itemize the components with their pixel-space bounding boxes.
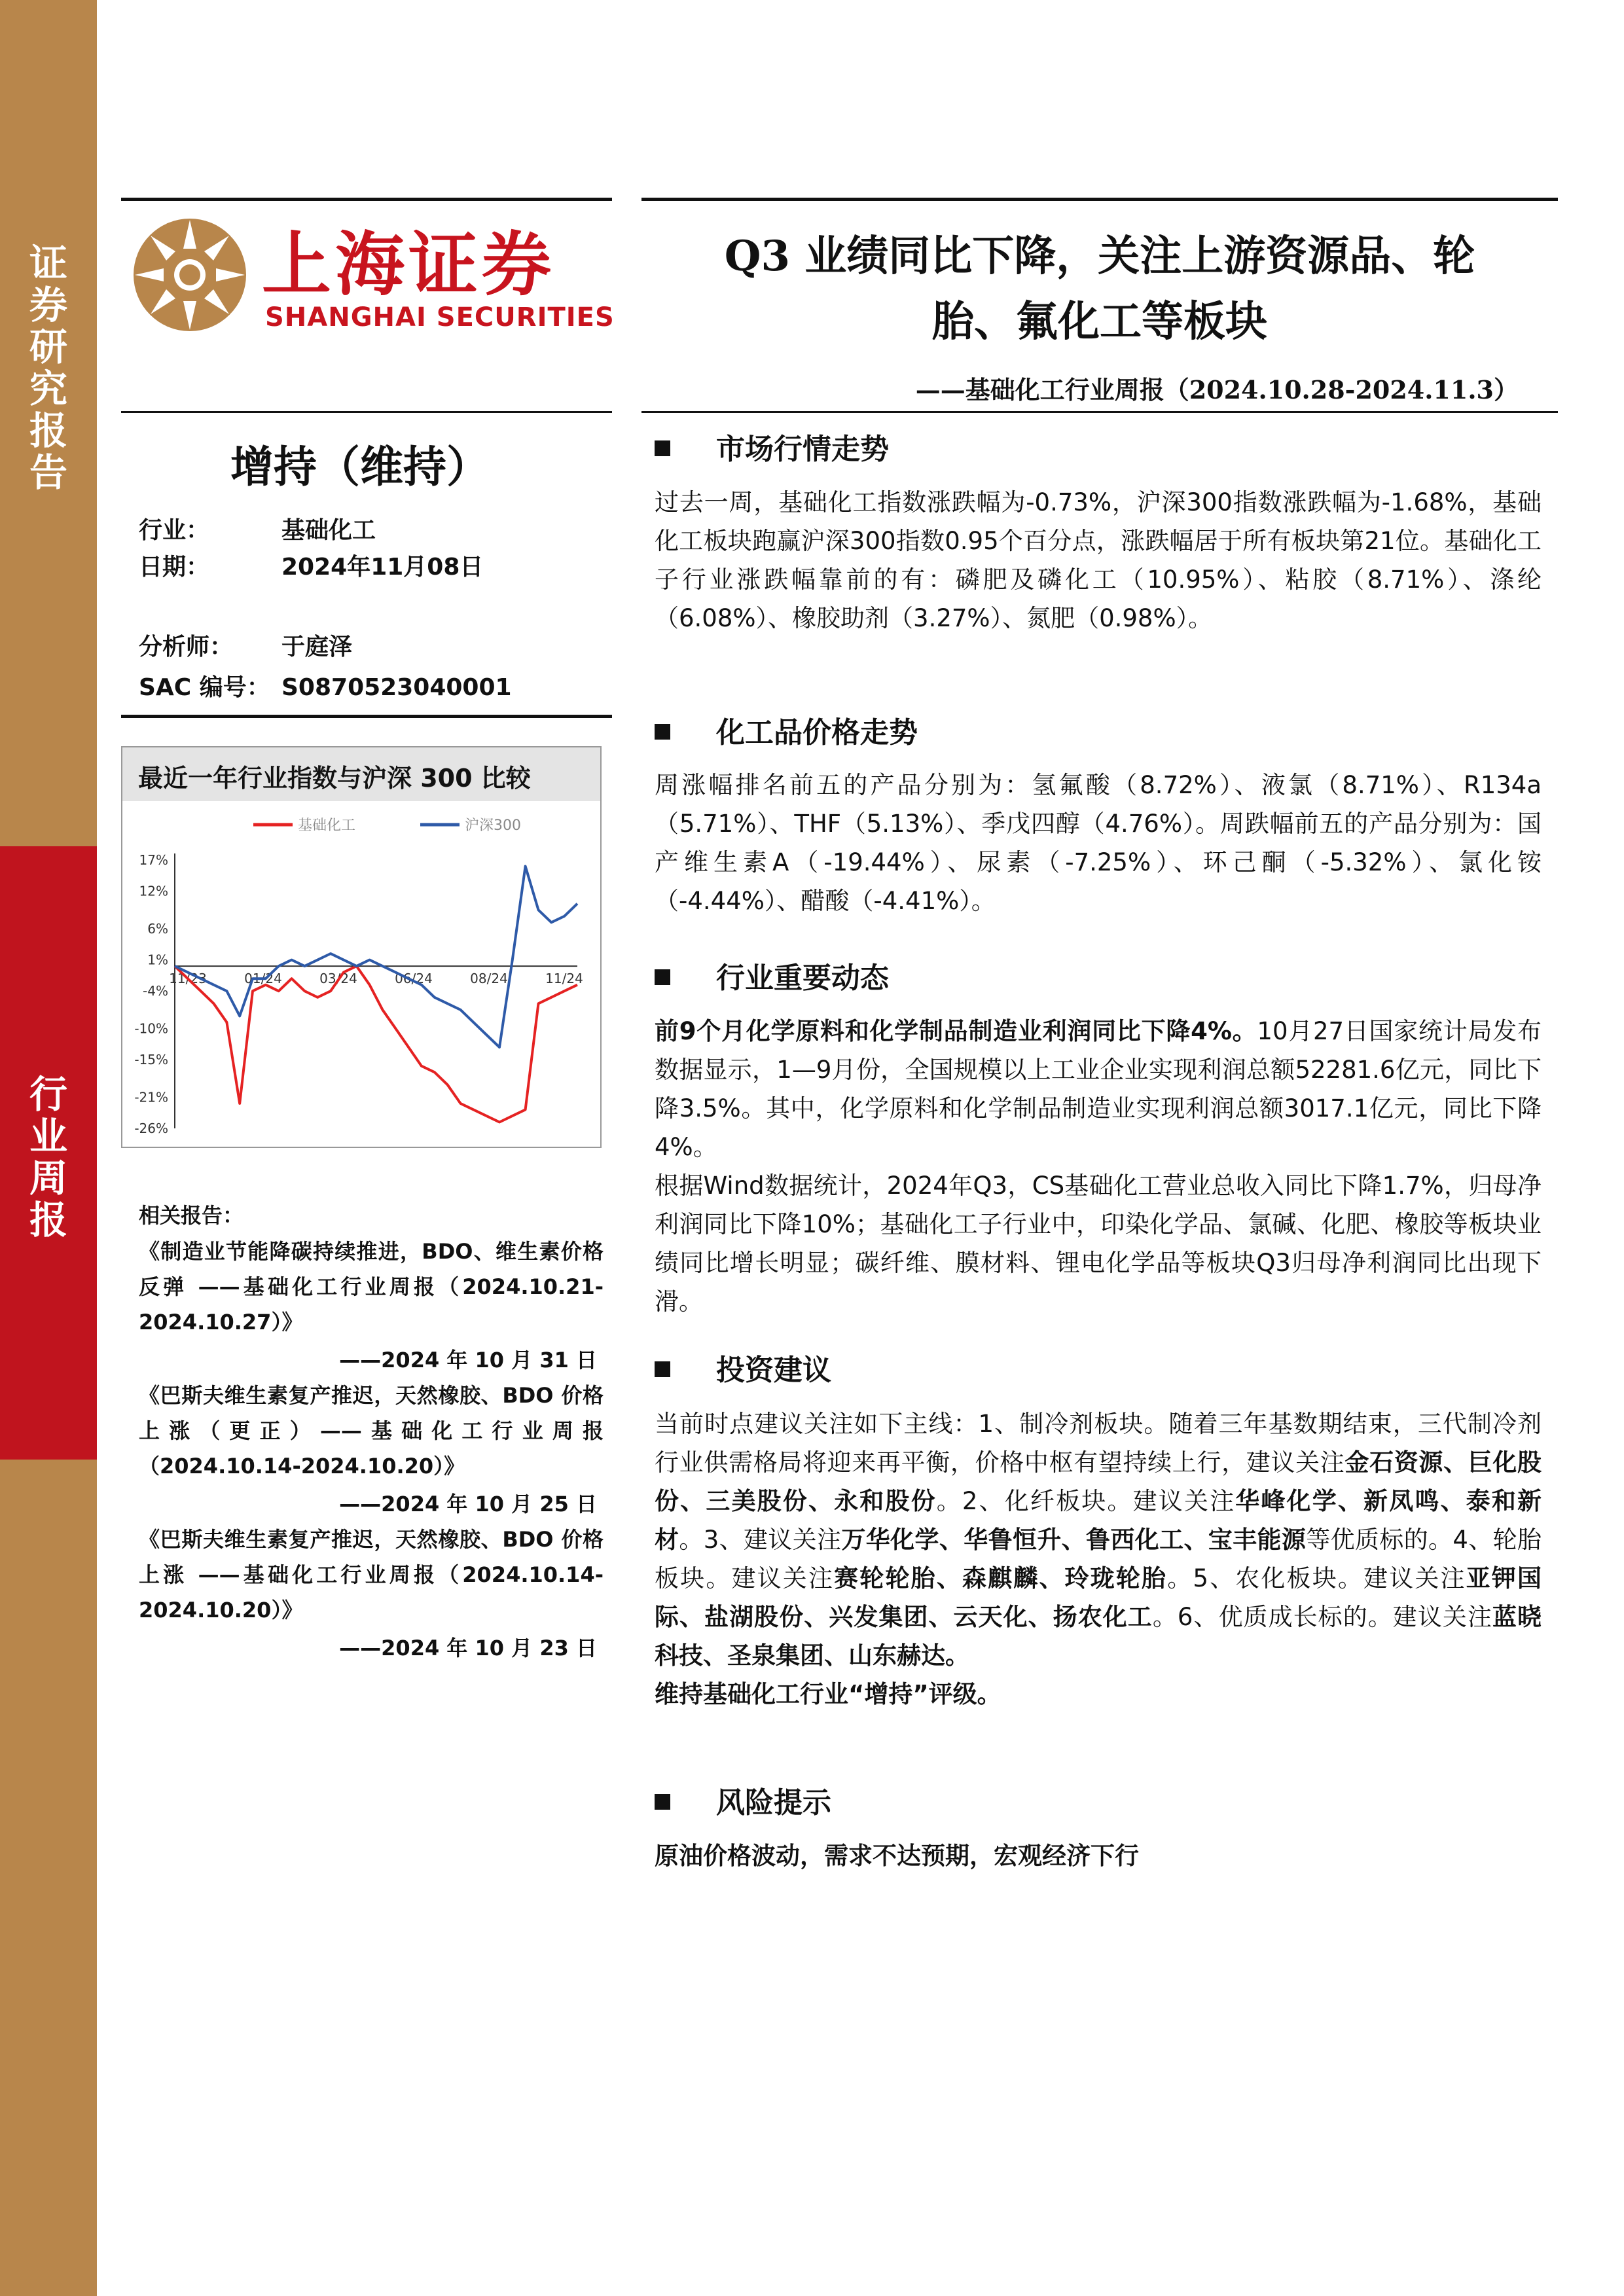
news-p1-bold: 前9个月化学原料和化学制品制造业利润同比下降4%。 (655, 1017, 1257, 1045)
news-p1-text: 10月27日国家统计局发布数据显示，1—9月份，全国规模以上工业企业实现利润总额52281.6亿元，同比下降3.5%。其中，化学原料和化学制品制造业实现利润总额3017.1亿元，同比下降4%。 (655, 1017, 1542, 1161)
related-item-date: ——2024 年 10 月 23 日 (339, 1636, 597, 1660)
invest-b1: 金石资源、巨化股份、三美股份、永和股份 (655, 1448, 1542, 1515)
meta-industry-value: 基础化工 (281, 517, 376, 544)
y-tick-label: -4% (143, 983, 168, 999)
related-item-date: ——2024 年 10 月 31 日 (339, 1348, 597, 1372)
y-tick-label: -21% (134, 1089, 168, 1105)
related-item[interactable]: 《巴斯夫维生素复产推迟，天然橡胶、BDO 价格上涨 ——基础化工行业周报（2024.10.14-2024.10.20）》 (139, 1527, 604, 1623)
meta-sac (139, 669, 512, 702)
x-tick-label: 11/24 (545, 971, 583, 987)
title-line-2: 胎、氟化工等板块 (932, 297, 1267, 346)
meta-date-value: 2024年11月08日 (281, 554, 484, 581)
rating: 增持（维持） (230, 441, 490, 492)
invest-t1: 当前时点建议关注如下主线：1、制冷剂板块。随着三年基数期结束，三代制冷剂行业供需格局将迎来再平衡，价格中枢有望持续上行，建议关注 (655, 1410, 1542, 1477)
sidebar-label-report: 证 券 研 究 报 告 (29, 241, 67, 495)
series-line-1 (175, 966, 577, 1122)
bullet-square-icon (655, 440, 670, 456)
header-rule-right (641, 198, 1558, 201)
section-news-p1 (655, 1012, 1542, 1166)
x-tick-label: 11/23 (169, 971, 207, 987)
logo-bottom-rule (121, 411, 612, 413)
meta-date-label: 日期： (139, 554, 210, 581)
x-tick-label: 06/24 (395, 971, 433, 987)
x-tick-label: 03/24 (319, 971, 357, 987)
invest-b6: 蓝晓科技、圣泉集团、山东赫达。 (655, 1603, 1542, 1670)
section-price-heading (655, 709, 918, 751)
sidebar-label-weekly: 行 业 周 报 (29, 1072, 67, 1242)
legend-label: 沪深300 (465, 817, 521, 834)
header-rule-left (121, 198, 612, 201)
section-news-p2: 根据Wind数据统计，2024年Q3，CS基础化工营业总收入同比下降1.7%，归母净利润同比下降10%；基础化工子行业中，印染化学品、氯碱、化肥、橡胶等板块业绩同比增长明显；碳纤维、膜材料、锂电化学品等板块Q3归母净利润同比出现下滑。 (655, 1172, 1542, 1316)
section-invest-heading (655, 1346, 831, 1388)
y-tick-label: 6% (147, 920, 168, 937)
section-price-text: 周涨幅排名前五的产品分别为：氢氟酸（8.72%）、液氯（8.71%）、R134a（5.71%）、THF（5.13%）、季戊四醇（4.76%）。周跌幅前五的产品分别为：国产维生素A（-19.44%）、尿素（-7.25%）、环己酮（-5.32%）、氯化铵（-4.44%）、醋酸（-4.41%）。 (655, 771, 1542, 915)
invest-b3: 万华化学、华鲁恒升、鲁西化工、宝丰能源 (841, 1526, 1307, 1554)
section-invest-text (655, 1405, 1542, 1713)
section-market-text: 过去一周，基础化工指数涨跌幅为-0.73%，沪深300指数涨跌幅为-1.68%，基础化工板块跑赢沪深300指数0.95个百分点，涨跌幅居于所有板块第21位。基础化工子行业涨跌幅靠前的有：磷肥及磷化工（10.95%）、粘胶（8.71%）、涤纶（6.08%）、橡胶助剂（3.27%）、氮肥（0.98%）。 (655, 488, 1542, 632)
invest-b2: 华峰化学、新凤鸣、泰和新材 (655, 1487, 1542, 1554)
related-item[interactable]: 《制造业节能降碳持续推进，BDO、维生素价格反弹 ——基础化工行业周报（2024.10.21-2024.10.27）》 (139, 1239, 604, 1335)
legend-label: 基础化工 (298, 817, 356, 834)
report-title (648, 224, 1551, 355)
section-market-heading (655, 425, 889, 467)
logo-text-en: SHANGHAI SECURITIES (265, 302, 615, 332)
meta-sac-value: S0870523040001 (281, 674, 512, 701)
related-item[interactable]: 《巴斯夫维生素复产推迟，天然橡胶、BDO 价格上涨（更正）——基础化工行业周报（2024.10.14-2024.10.20）》 (139, 1383, 604, 1479)
related-label: 相关报告： (139, 1203, 244, 1228)
title-line-1: Q3 业绩同比下降，关注上游资源品、轮 (724, 232, 1475, 281)
y-tick-label: -26% (134, 1121, 168, 1136)
meta-sac-label: SAC 编号： (139, 674, 270, 701)
invest-t6: 。6、优质成长标的。建议关注 (1152, 1603, 1492, 1631)
y-tick-label: 1% (147, 952, 168, 968)
chart-title: 最近一年行业指数与沪深 300 比较 (138, 764, 531, 793)
section-market-title: 市场行情走势 (716, 433, 889, 466)
invest-final: 维持基础化工行业“增持”评级。 (655, 1680, 1001, 1708)
invest-t2: 。2、化纤板块。建议关注 (936, 1487, 1236, 1515)
meta-industry (139, 512, 376, 545)
series-line-2 (175, 867, 577, 1048)
invest-b5: 亚钾国际、盐湖股份、兴发集团、云天化、扬农化工 (655, 1564, 1542, 1631)
section-price-title: 化工品价格走势 (716, 716, 918, 749)
section-risk-title: 风险提示 (716, 1786, 831, 1820)
section-risk-heading (655, 1779, 831, 1821)
invest-t3: 。3、建议关注 (679, 1526, 842, 1554)
logo-text-cn: 上海证券 (262, 224, 555, 305)
meta-bottom-rule (121, 715, 612, 718)
y-tick-label: 17% (139, 852, 168, 868)
meta-analyst (139, 628, 352, 662)
y-tick-label: -10% (134, 1020, 168, 1037)
x-tick-label: 08/24 (470, 971, 508, 987)
chart-panel (121, 746, 602, 1148)
title-bottom-rule (641, 411, 1558, 413)
meta-date (139, 548, 483, 582)
invest-t4: 等优质标的。4、轮胎板块。建议关注 (655, 1526, 1542, 1592)
invest-t5: 。5、农化板块。建议关注 (1167, 1564, 1466, 1592)
meta-analyst-value: 于庭泽 (281, 634, 353, 660)
section-news-title: 行业重要动态 (716, 961, 889, 995)
bullet-square-icon (655, 969, 670, 985)
bullet-square-icon (655, 1361, 670, 1377)
invest-b4: 赛轮轮胎、森麒麟、玲珑轮胎 (834, 1564, 1168, 1592)
section-news-heading (655, 954, 889, 996)
y-tick-label: 12% (139, 883, 168, 899)
bullet-square-icon (655, 1794, 670, 1810)
report-subtitle: ——基础化工行业周报（2024.10.28-2024.11.3） (915, 375, 1519, 404)
chart-plot (122, 801, 600, 1147)
related-item-date: ——2024 年 10 月 25 日 (339, 1492, 597, 1516)
meta-industry-label: 行业： (139, 517, 210, 544)
meta-analyst-label: 分析师： (139, 634, 234, 660)
logo-mark-icon (131, 216, 249, 336)
y-tick-label: -15% (134, 1052, 168, 1068)
x-tick-label: 01/24 (244, 971, 282, 987)
bullet-square-icon (655, 724, 670, 740)
section-risk-text: 原油价格波动，需求不达预期，宏观经济下行 (655, 1842, 1139, 1870)
section-invest-title: 投资建议 (716, 1354, 831, 1387)
